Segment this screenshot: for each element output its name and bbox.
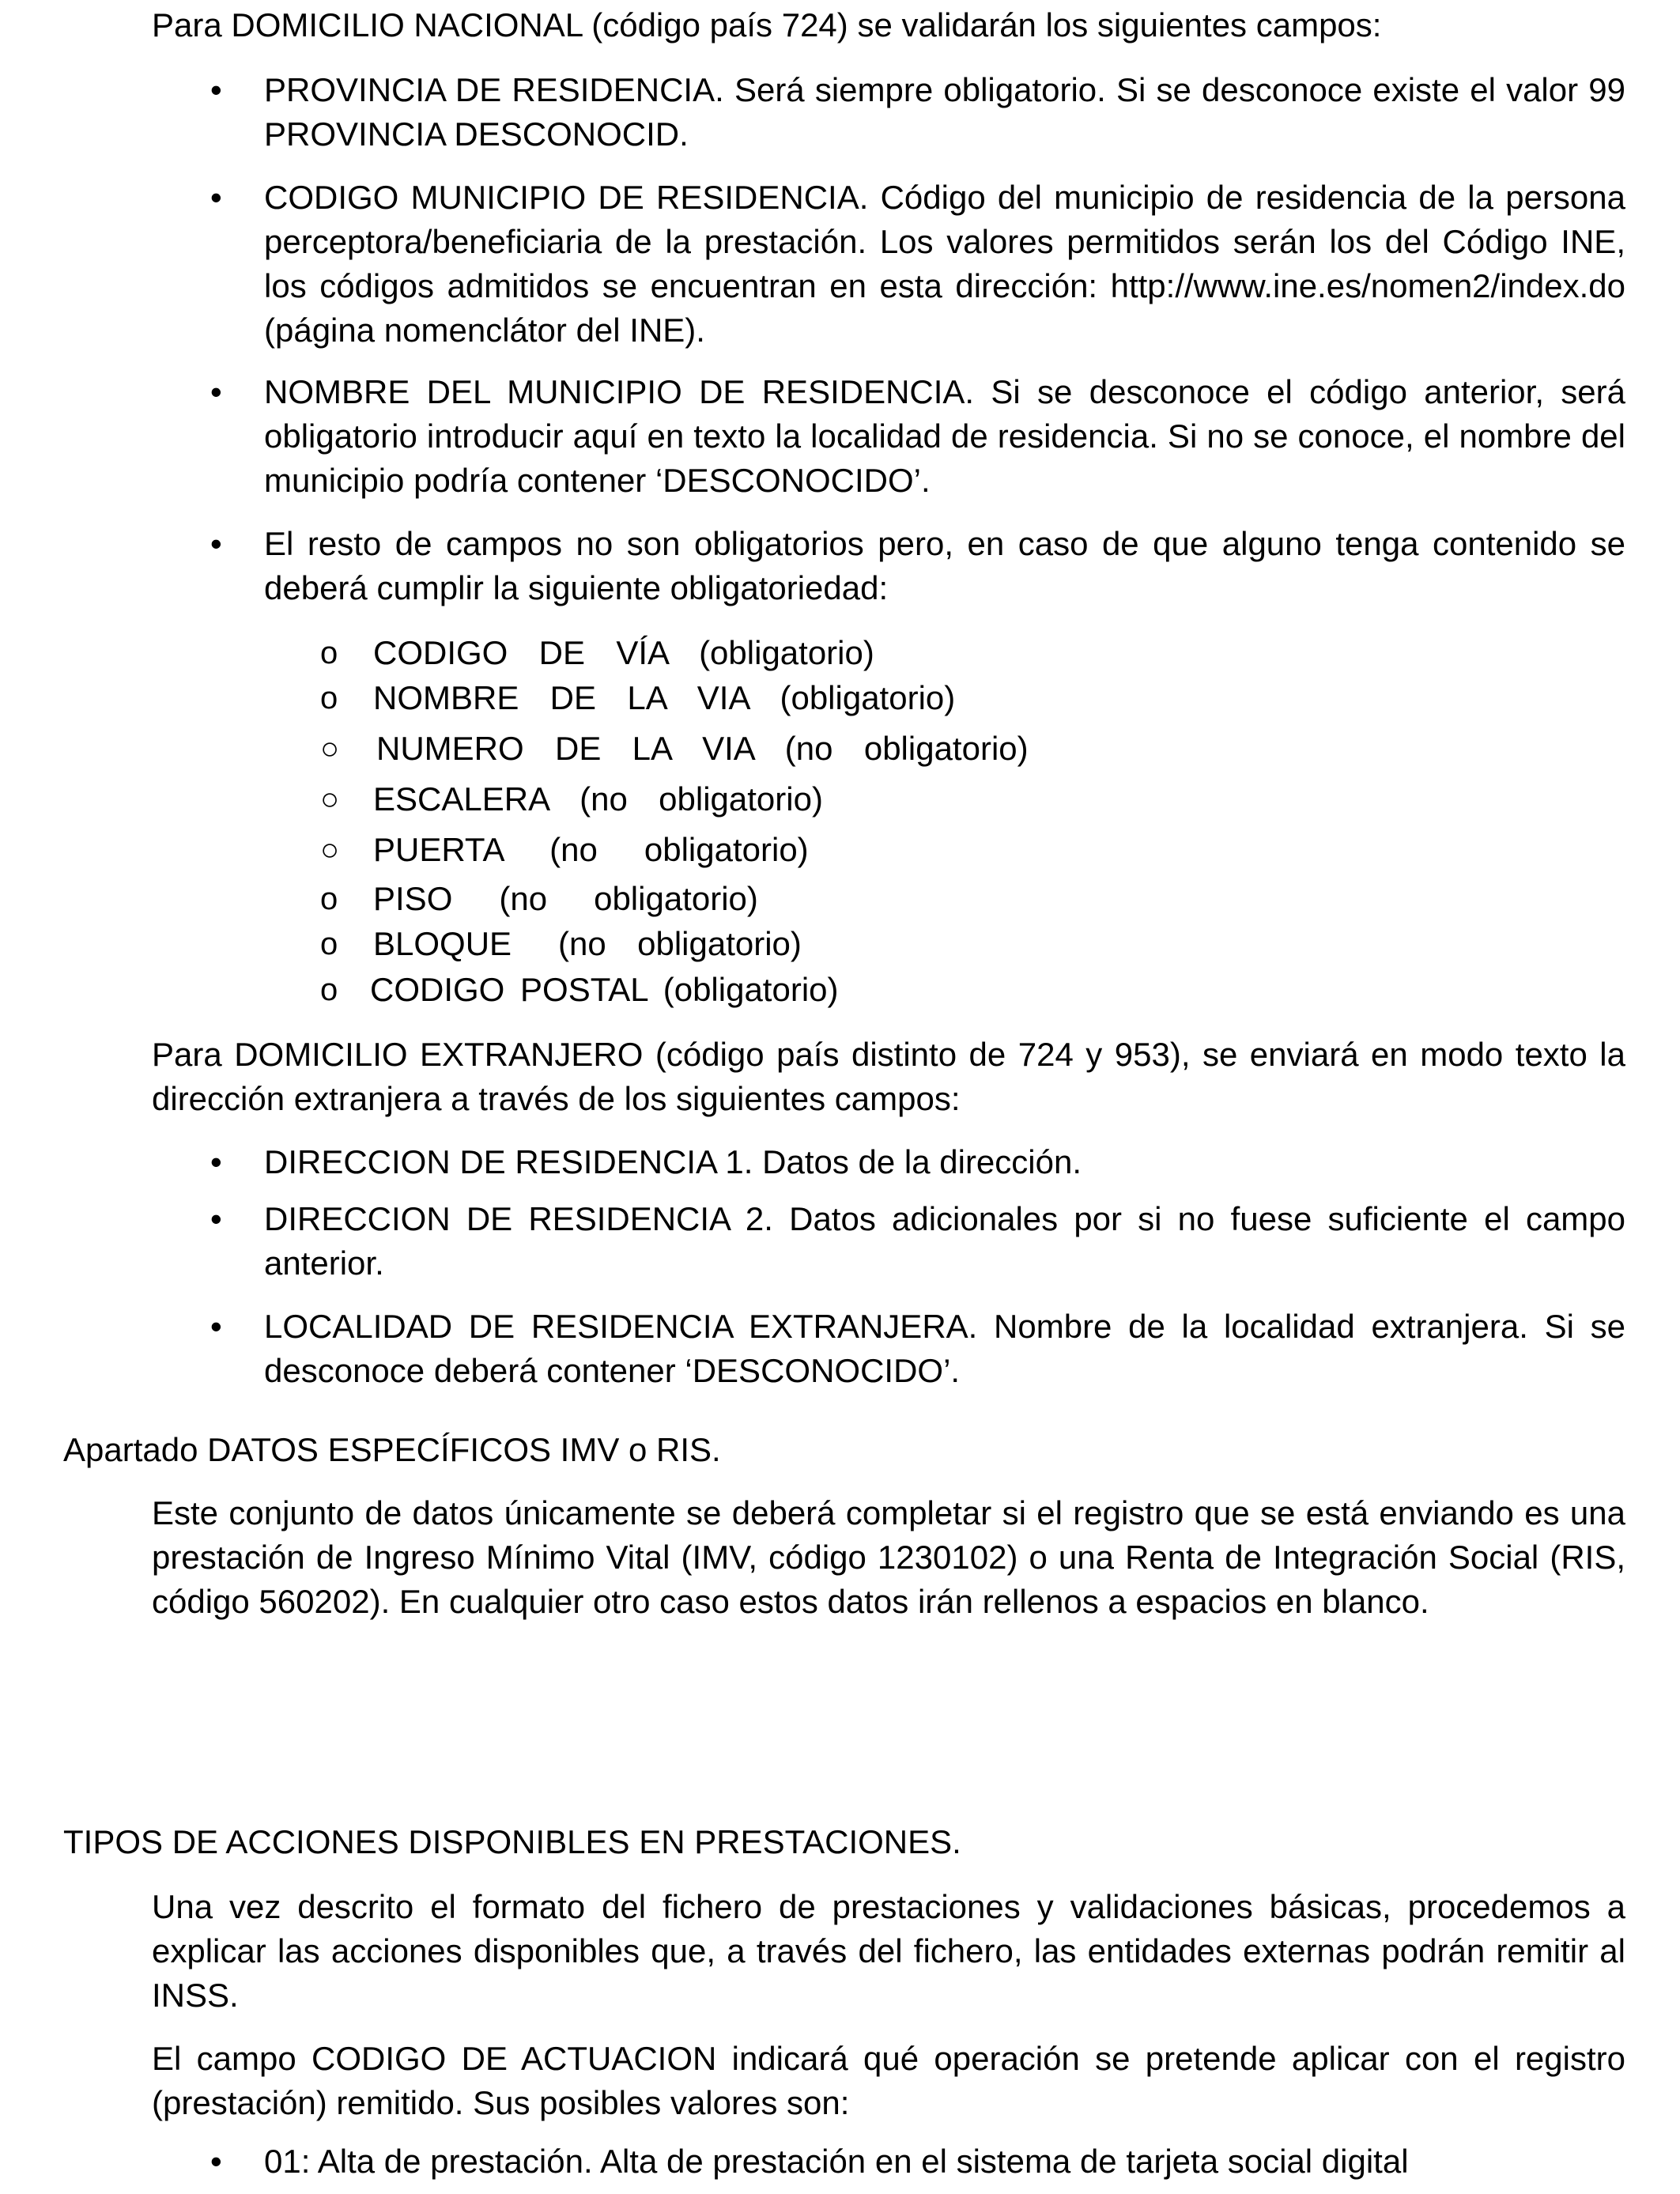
- sub-list-item: [0, 777, 1680, 821]
- bullet-icon: •: [210, 2143, 222, 2180]
- sub-item-text: ESCALERA (no obligatorio): [373, 780, 823, 818]
- bullet-text-codigo-municipio: CODIGO MUNICIPIO DE RESIDENCIA. Código del municipio de residencia de la persona perceptora/beneficiaria de la prestación. Los valores permitidos serán los del Código INE, los códigos admitidos se encuentran en esta dirección: http://www.ine.es/nomen2/index.do (página nomenclátor del INE).: [264, 179, 1625, 349]
- bullet-icon: •: [210, 71, 222, 108]
- sub-list-item: [0, 877, 1680, 921]
- bullet-text-nombre-municipio: NOMBRE DEL MUNICIPIO DE RESIDENCIA. Si se desconoce el código anterior, será obligatorio introducir aquí en texto la localidad de residencia. Si no se conoce, el nombre del municipio podría contener ‘DESCONOCIDO’.: [264, 373, 1625, 499]
- sub-list-item: [0, 828, 1680, 872]
- bullet-text-direccion-2: DIRECCION DE RESIDENCIA 2. Datos adicionales por si no fuese suficiente el campo anterior.: [264, 1200, 1625, 1282]
- bullet-text-resto-campos: El resto de campos no son obligatorios pero, en caso de que alguno tenga contenido se deberá cumplir la siguiente obligatoriedad:: [264, 525, 1625, 606]
- section-heading-acciones: TIPOS DE ACCIONES DISPONIBLES EN PRESTACIONES.: [63, 1823, 961, 1860]
- bullet-icon: •: [210, 1200, 222, 1237]
- sub-bullet-icon: o: [320, 882, 338, 916]
- bullet-icon: •: [210, 179, 222, 216]
- sub-item-text: NUMERO DE LA VIA (no obligatorio): [376, 730, 1029, 767]
- sub-item-text: PISO (no obligatorio): [373, 880, 758, 917]
- sub-list-item: [0, 727, 1680, 771]
- sub-item-text: CODIGO POSTAL (obligatorio): [370, 971, 839, 1008]
- section-heading-imv: Apartado DATOS ESPECÍFICOS IMV o RIS.: [63, 1431, 721, 1468]
- bullet-icon: •: [210, 373, 222, 410]
- sub-bullet-icon: ○: [320, 833, 340, 867]
- bullet-icon: •: [210, 1308, 222, 1345]
- sub-bullet-icon: o: [320, 681, 338, 716]
- imv-body: Este conjunto de datos únicamente se deberá completar si el registro que se está enviando es una prestación de Ingreso Mínimo Vital (IMV, código 1230102) o una Renta de Integración Social (RIS, código 560202). En cualquier otro caso estos datos irán rellenos a espacios en blanco.: [152, 1494, 1625, 1620]
- sub-item-text: NOMBRE DE LA VIA (obligatorio): [373, 679, 956, 716]
- sub-bullet-icon: o: [320, 972, 338, 1007]
- extranjero-intro: Para DOMICILIO EXTRANJERO (código país distinto de 724 y 953), se enviará en modo texto la dirección extranjera a través de los siguientes campos:: [152, 1036, 1625, 1117]
- sub-list-item: [0, 968, 1680, 1012]
- bullet-icon: •: [210, 525, 222, 562]
- sub-list-item: [0, 676, 1680, 720]
- sub-bullet-icon: o: [320, 636, 338, 670]
- bullet-text-provincia: PROVINCIA DE RESIDENCIA. Será siempre obligatorio. Si se desconoce existe el valor 99 PROVINCIA DESCONOCID.: [264, 71, 1625, 153]
- sub-item-text: BLOQUE (no obligatorio): [373, 925, 802, 962]
- sub-item-text: CODIGO DE VÍA (obligatorio): [373, 634, 874, 671]
- sub-item-text: PUERTA (no obligatorio): [373, 831, 809, 868]
- bullet-text-localidad-extranjera: LOCALIDAD DE RESIDENCIA EXTRANJERA. Nombre de la localidad extranjera. Si se desconoce deberá contener ‘DESCONOCIDO’.: [264, 1308, 1625, 1389]
- sub-bullet-icon: ○: [320, 731, 340, 766]
- acciones-para-1: Una vez descrito el formato del fichero de prestaciones y validaciones básicas, procedemos a explicar las acciones disponibles que, a través del fichero, las entidades externas podrán remitir al INSS.: [152, 1888, 1625, 2014]
- sub-list-item: [0, 631, 1680, 675]
- sub-bullet-icon: o: [320, 927, 338, 961]
- sub-list-item: [0, 922, 1680, 966]
- bullet-text-direccion-1: DIRECCION DE RESIDENCIA 1. Datos de la dirección.: [264, 1143, 1082, 1180]
- nacional-intro: Para DOMICILIO NACIONAL (código país 724) se validarán los siguientes campos:: [152, 6, 1382, 43]
- sub-bullet-icon: ○: [320, 782, 340, 817]
- acciones-para-2: El campo CODIGO DE ACTUACION indicará qué operación se pretende aplicar con el registro (prestación) remitido. Sus posibles valores son:: [152, 2040, 1625, 2121]
- bullet-icon: •: [210, 1143, 222, 1180]
- bullet-text-alta-prestacion: 01: Alta de prestación. Alta de prestación en el sistema de tarjeta social digital: [264, 2143, 1409, 2180]
